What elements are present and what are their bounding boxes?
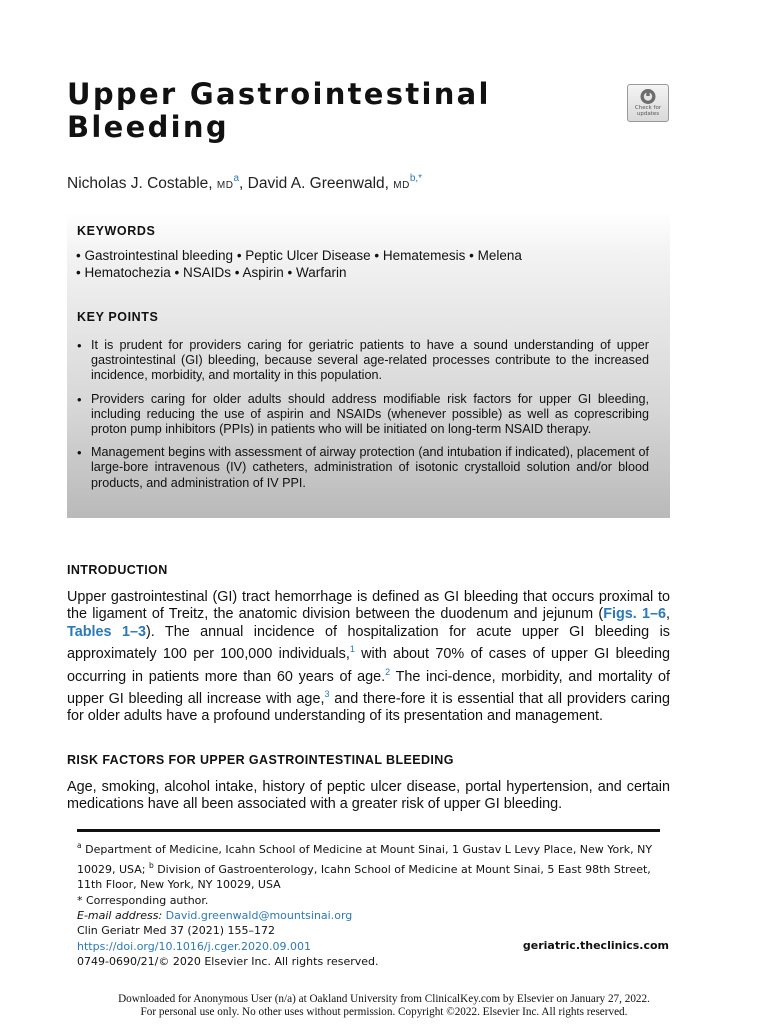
footnote-mark-b: b — [148, 860, 154, 870]
intro-text-comma: , — [666, 606, 670, 623]
keywords-line-1: • Gastrointestinal bleeding • Peptic Ulcer Disease • Hematemesis • Melena — [76, 248, 522, 263]
key-point-item: • Providers caring for older adults should address modifiable risk factors for upper GI bleeding, including reducing the use of aspirin and NSAIDs (whenever possible) as well as coprescribing proton pump inhibitors (PPIs) in patients who will be initiated on long-term NSAID therapy. — [77, 392, 649, 438]
title-line-1: Upper Gastrointestinal — [67, 77, 491, 111]
article-title — [67, 78, 547, 144]
copyright-line: 0749-0690/21/© 2020 Elsevier Inc. All rights reserved. — [77, 955, 379, 969]
download-line-1: Downloaded for Anonymous User (n/a) at Oakland University from ClinicalKey.com by Elsevier on January 27, 2022. — [118, 993, 650, 1005]
doi-link[interactable]: https://doi.org/10.1016/j.cger.2020.09.001 — [77, 939, 311, 953]
intro-text-b: ). The annual incidence of hospitalization for acute upper GI bleeding is approximately 100 per 100,000 individuals, — [67, 623, 671, 663]
journal-site: geriatric.theclinics.com — [522, 939, 669, 952]
intro-text-a: Upper gastrointestinal (GI) tract hemorrhage is defined as GI bleeding that occurs proximal to the ligament of Treitz, the anatomic division between the duodenum and jejunum ( — [67, 589, 670, 623]
affiliations-footnote — [77, 838, 665, 924]
author-line — [67, 173, 422, 193]
introduction-paragraph — [67, 589, 670, 726]
email-label: E-mail address: — [77, 909, 163, 923]
risk-factors-heading: RISK FACTORS FOR UPPER GASTROINTESTINAL BLEEDING — [67, 753, 454, 767]
affiliation-b: Division of Gastroenterology, Icahn School of Medicine at Mount Sinai, 5 East 98th Street, 11th Floor, New York, NY 10029, USA — [77, 862, 651, 892]
affiliation-a: Department of Medicine, Icahn School of Medicine at Mount Sinai, 1 Gustav L Levy Place, New York, NY 10029, USA; — [77, 843, 653, 876]
key-points-heading: KEY POINTS — [77, 310, 159, 324]
check-for-updates-badge[interactable] — [627, 84, 669, 122]
author-2-degree: MD — [393, 180, 410, 191]
badge-label-1: Check for — [634, 105, 662, 111]
intro-text-e: and there-fore it is essential that all providers caring for older adults have a profound understanding of its presentation and management. — [67, 691, 670, 725]
author-2-affiliation-mark[interactable]: b,* — [409, 173, 423, 184]
risk-factors-paragraph: Age, smoking, alcohol intake, history of peptic ulcer disease, portal hypertension, and certain medications have all been associated with a greater risk of upper GI bleeding. — [67, 779, 670, 813]
tables-link[interactable]: Tables 1–3 — [67, 623, 146, 640]
title-line-2: Bleeding — [67, 110, 229, 144]
citation-2-link[interactable]: 2 — [385, 666, 391, 677]
author-separator: , — [239, 175, 244, 192]
citation-1-link[interactable]: 1 — [349, 644, 355, 655]
corresponding-author-note: * Corresponding author. — [77, 893, 209, 907]
figures-link[interactable]: Figs. 1–6 — [603, 606, 666, 623]
key-point-item: • It is prudent for providers caring for geriatric patients to have a sound understanding of upper gastrointestinal (GI) bleeding, because several age-related processes contribute to the increased incidence, morbidity, and mortality in this population. — [77, 338, 649, 384]
key-point-item: • Management begins with assessment of airway protection (and intubation if indicated), placement of large-bore intravenous (IV) catheters, administration of isotonic crystalloid solution and/or blood products, and administration of IV PPI. — [77, 445, 649, 491]
download-notice — [0, 993, 768, 1018]
email-link[interactable]: David.greenwald@mountsinai.org — [165, 909, 353, 923]
badge-label-2: updates — [636, 111, 660, 117]
author-1-degree: MD — [216, 180, 234, 191]
intro-text-c: with about 70% of cases of upper GI bleeding occurring in patients more than 60 years of age. — [67, 646, 670, 685]
footnote-mark-a: a — [77, 841, 82, 850]
check-updates-icon — [638, 88, 658, 105]
author-2-name: David A. Greenwald, — [247, 175, 389, 192]
author-1-affiliation-mark[interactable]: a — [233, 173, 240, 184]
keywords-line-2: • Hematochezia • NSAIDs • Aspirin • Warfarin — [76, 265, 347, 280]
keywords-key-points-box — [67, 212, 670, 518]
journal-info — [77, 923, 379, 970]
download-line-2: For personal use only. No other uses without permission. Copyright ©2022. Elsevier Inc. All rights reserved. — [140, 1005, 628, 1018]
keywords-heading: KEYWORDS — [77, 224, 156, 238]
intro-text-d: The inci-dence, morbidity, and mortality of upper GI bleeding all increase with age, — [67, 668, 671, 708]
footnote-divider — [77, 829, 660, 832]
citation-3-link[interactable]: 3 — [324, 689, 330, 700]
author-1-name: Nicholas J. Costable, — [67, 175, 213, 192]
introduction-heading: INTRODUCTION — [67, 563, 168, 577]
key-points-list — [77, 338, 649, 499]
journal-citation: Clin Geriatr Med 37 (2021) 155–172 — [77, 924, 275, 937]
